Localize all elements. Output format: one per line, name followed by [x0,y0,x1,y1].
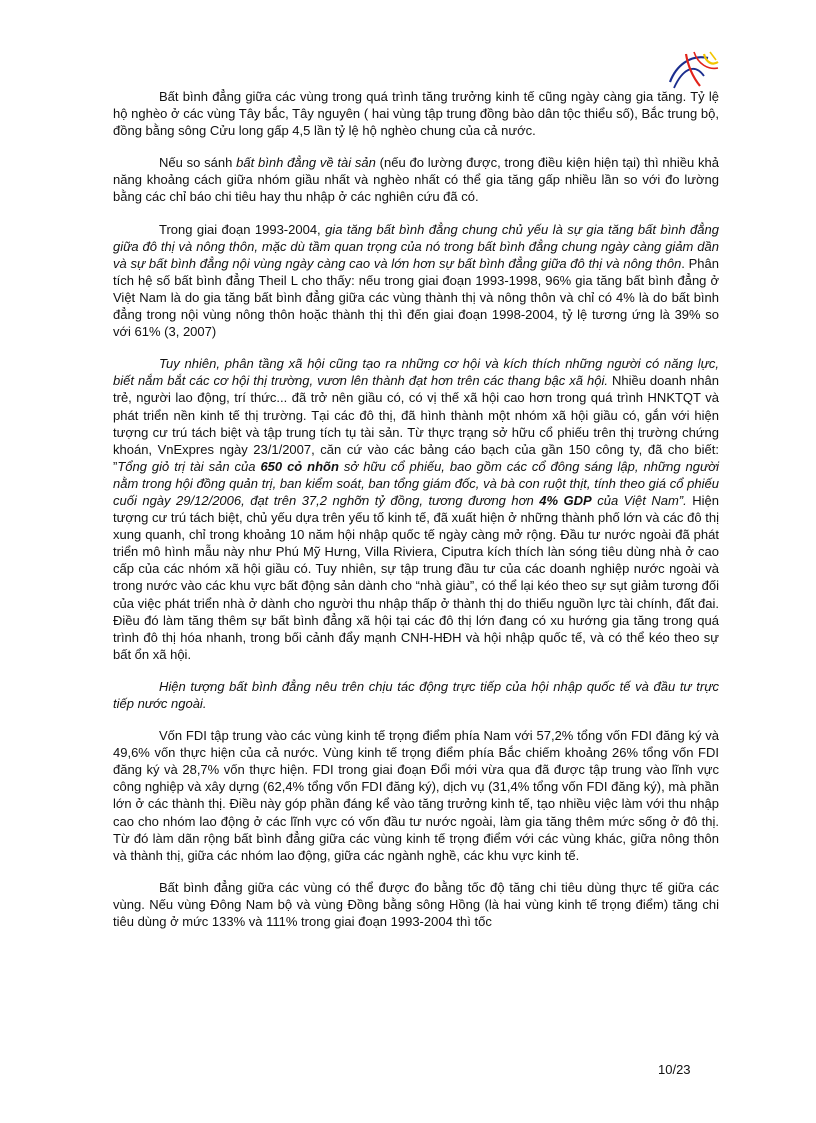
paragraph-5: Hiện tượng bất bình đẳng nêu trên chịu tác động trực tiếp của hội nhập quốc tế và đầu tư trực tiếp nước ngoài. [113,678,719,711]
paragraph-1: Bất bình đẳng giữa các vùng trong quá trình tăng trưởng kinh tế cũng ngày càng gia tăng. Tỷ lệ hộ nghèo ở các vùng Tây bắc, Tây nguyên ( hai vùng tập trung đồng bào dân tộc thiểu số), Bắc trung bộ, đồng bằng sông Cửu long gấp 4,5 lần tỷ lệ hộ nghèo chung của cả nước. [113,89,719,139]
paragraph-4-lead: Tuy nhiên, phân tầng xã hội cũng tạo ra những cơ hội và kích thích những người có năng lực, biết nắm bắt các cơ hội thị trường, vươn lên thành đạt hơn trên các thang bậc xã hội. [113,356,719,389]
document-body [113,88,719,945]
paragraph-3-part-a: Trong giai đoạn 1993-2004, [159,221,326,237]
paragraph-4-part-b: Nhiều doanh nhân trẻ, người lao động, trí thức... đã trở nên giầu có, có vị thế xã hội cao hơn trong quá trình HNKTQT và phát triển nền kinh tế thị trường. Tại các đô thị, đã hình thành một nhóm xã hội giầu có, gắn với hiện tượng cư trú tách biệt và tập trung tích tụ tài sản. Từ thực trạng sở hữu cổ phiếu trên thị trường chứng khoán, VnExpres ngày 23/1/2007, căn cứ vào các bảng cáo bạch của gần 150 công ty, đã cho biết: ” [113,373,719,474]
paragraph-4-quote-end: của Việt Nam”. [591,492,687,508]
paragraph-4-quote-middle: sở hữu cổ phiếu, bao gồm các cổ đông sáng lập, những người nằm trong hội đồng quản trị, ban kiểm soát, ban tổng giám đốc, và bà con ruột thịt, tính theo giá cổ phiếu cuối ngày 29/12/2006, đạt trên 37,2 nghỡn tỷ đồng, tương đương hơn [113,458,719,508]
paragraph-3-emphasis: gia tăng bất bình đẳng chung chủ yếu là sự gia tăng bất bình đẳng giữa đô thị và nông thôn, mặc dù tầm quan trọng của nó trong bất bình đẳng chung ngày càng giảm dần và sự bất bình đẳng nội vùng ngày càng cao và lớn hơn sự bất bình đẳng giữa đô thị và nông thôn [113,221,719,271]
paragraph-7: Bất bình đẳng giữa các vùng có thể được đo bằng tốc độ tăng chi tiêu dùng thực tế giữa các vùng. Nếu vùng Đông Nam bộ và vùng Đồng bằng sông Hồng (là hai vùng kinh tế trọng điểm) tăng chi tiêu dùng ở mức 133% và 111% trong giai đoạn 1993-2004 thì tốc [113,879,719,930]
paragraph-4-quote-start: Tổng giỏ trị tài sản của [117,458,261,474]
paragraph-6: Vốn FDI tập trung vào các vùng kinh tế trọng điểm phía Nam với 57,2% tổng vốn FDI đăng ký và 49,6% vốn thực hiện của cả nước. Vùng kinh tế trọng điểm phía Bắc chiếm khoảng 26% tổng vốn FDI đăng ký và 28,7% vốn thực hiện. FDI trong giai đoạn Đổi mới vừa qua đã được tập trung vào lĩnh vực công nghiệp và xây dựng (62,4% tổng vốn FDI đăng ký), dịch vụ (31,4% tổng vốn FDI đăng ký), mà phần lớn ở các thành thị. Điều này góp phần đáng kể vào tăng trưởng kinh tế, tạo nhiều việc làm với thu nhập cao cho nhóm lao động ở các lĩnh vực có vốn đầu tư nước ngoài, làm gia tăng thêm mức sống ở đô thị. Từ đó làm dãn rộng bất bình đẳng giữa các vùng kinh tế trọng điểm với các vùng khác, giữa nông thôn và thành thị, giữa các nhóm lao động, giữa các ngành nghề, các khu vực kinh tế. [113,728,719,863]
paragraph-4 [113,355,719,663]
paragraph-2 [113,154,719,205]
paragraph-4-quote-bold-count: 650 cỏ nhõn [260,458,339,474]
paragraph-2-part-a: Nếu so sánh [159,155,237,171]
paragraph-4-quote-bold-gdp: 4% GDP [539,492,592,508]
paragraph-3-part-c: . Phân tích hệ số bất bình đẳng Theil L cho thấy: nếu trong giai đoạn 1993-1998, 96% gia tăng bất bình đẳng ở Việt Nam là do gia tăng bất bình đẳng giữa các vùng thành thị và nông thôn và chỉ có 4% là do bất bình đẳng trong nội vùng nông thôn hoặc thành thị thì đến giai đoạn 1998-2004, tỷ lệ tương ứng là 39% so với 61% (3, 2007) [113,255,719,340]
paragraph-3 [113,221,719,341]
paragraph-2-emphasis: bất bình đẳng về tài sản [236,155,376,171]
page-number: 10/23 [658,1062,691,1077]
ribbon-logo-icon [664,48,720,92]
paragraph-2-part-c: (nếu đo lường được, trong điều kiện hiện tại) thì nhiều khả năng khoảng cách giữa nhóm giầu nhất và nghèo nhất có thể gia tăng gấp nhiều lần so với đo lường bằng các chỉ báo chi tiêu hay thu nhập ở các nghiên cứu đã có. [113,155,719,205]
paragraph-4-part-h: Hiện tượng cư trú tách biệt, chủ yếu dựa trên yếu tố kinh tế, đã xuất hiện ở những thành phố lớn và các đô thị xung quanh, chỉ trong khoảng 10 năm hội nhập quốc tế ngày càng mở rộng. Đầu tư nước ngoài đã phát triển mô hình mẫu này như Phú Mỹ Hưng, Villa Riviera, Ciputra kích thích làn sóng tiêu dùng nhà ở cao cấp của các nhóm xã hội giầu có. Tuy nhiên, sự tập trung đầu tư của các doanh nghiệp nước ngoài và trong nước vào các khu vực bất động sản dành cho “nhà giàu”, có thể lại kéo theo sự sụt giảm tương đối của việc phát triển nhà ở dành cho người thu nhập thấp ở thành thị do thiếu nguồn lực tài chính, đất đai. Điều đó làm tăng thêm sự bất bình đẳng xã hội tại các đô thị lớn đang có xu hướng gia tăng trong quá trình đô thị hóa nhanh, trong bối cảnh đẩy mạnh CNH-HĐH và hội nhập quốc tế, và có thể kéo theo sự bất ổn xã hội. [113,492,719,662]
